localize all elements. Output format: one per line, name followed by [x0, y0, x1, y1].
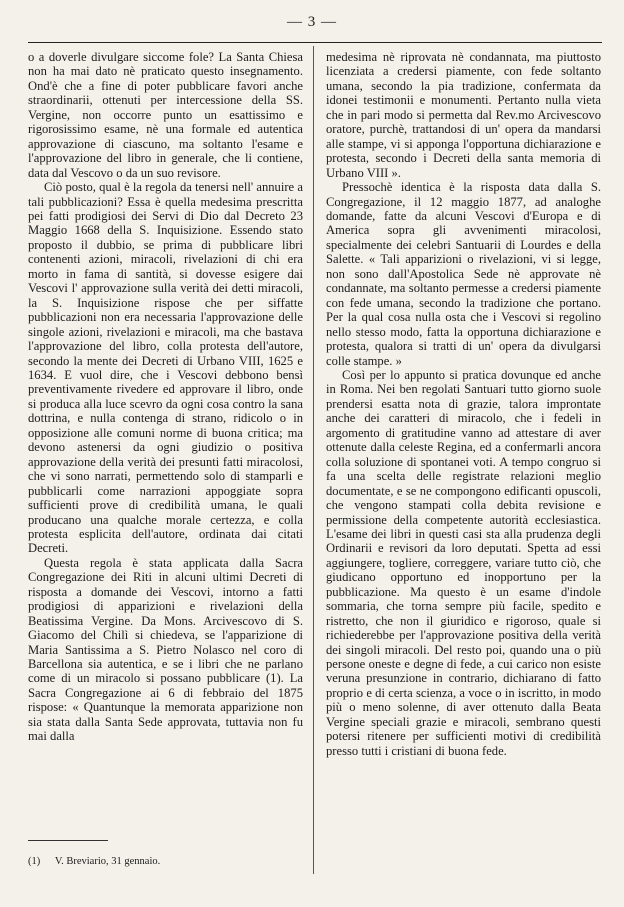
footnote-mark: (1)	[28, 856, 41, 867]
paragraph: Ciò posto, qual è la regola da tenersi nell' annuire a tali pubblicazioni? Essa è quella medesima prescritta pei fatti prodigiosi dei Servi di Dio dal Decreto 23 Maggio 1668 della S. Inquisizione. Essendo stato proposto il dubbio, se prima di pubblicare libri contenenti azioni, miracoli, rivelazioni di chi era morto in fama di santità, si dovesse esigere dai Vescovi l' approvazione sulla verità dei detti miracoli, la S. Inquisizione rispose che per siffatte pubblicazioni non era necessaria l'approvazione delle singole azioni, rivelazioni e miracoli, ma che bastava l'approvazione del libro, colla protesta dell'autore, secondo la mente dei Decreti di Urbano VIII, 1625 e 1634. E vuol dire, che i Vescovi debbono bensì preventivamente rivedere ed approvare il libro, onde si produca alla luce scevro da ogni cosa contro la sana dottrina, e nulla contenga di strano, ridicolo o in opposizione alle comuni norme di buona critica; ma devono astenersi da ogni giudizio o positiva approvazione della verità dei presunti fatti miracolosi, che vi sono narrati, permettendo solo di stamparli e pubblicarli come narrazioni appoggiate sopra sufficienti prove di credibilità umana, le quali producano una qualche morale certezza, e colla protesta esplicita dell'autore, ordinata dai citati Decreti.	[28, 180, 303, 556]
header-rule	[28, 42, 602, 43]
right-column	[326, 50, 601, 758]
paragraph: Pressochè identica è la risposta data dalla S. Congregazione, il 12 maggio 1877, ad analoghe domande, fatte da alcuni Vescovi d'Europa e di America sopra gli avvenimenti miracolosi, specialmente dei celebri Santuarii di Lourdes e della Salette. « Tali apparizioni o rivelazioni, vi si legge, non sono dall'Apostolica Sede nè approvate nè condannate, ma soltanto permesse a credersi piamente con fede umana, secondo la tradizione che portano. Per la qual cosa nulla osta che i Vescovi si regolino nello stesso modo, fatta la opportuna dichiarazione e protesta, qualora si tratti di un' opera da divulgarsi colle stampe. »	[326, 180, 601, 368]
paragraph: Questa regola è stata applicata dalla Sacra Congregazione dei Riti in alcuni ultimi Decreti di risposta a domande dei Vescovi, intorno a fatti prodigiosi di apparizioni e rivelazioni della Beatissima Vergine. Da Mons. Arcivescovo di S. Giacomo del Chilì si chiedeva, se l'apparizione di Maria Santissima a S. Pietro Nolasco nel coro di Barcellona sia autentica, e se i libri che ne parlano come di un miracolo si possano pubblicare (1). La Sacra Congregazione ai 6 di febbraio del 1875 rispose: « Quantunque la memorata apparizione non sia stata dalla Santa Sede approvata, tuttavia non fu mai dalla	[28, 555, 303, 744]
column-divider	[313, 46, 314, 874]
paragraph: o a doverle divulgare siccome fole? La Santa Chiesa non ha mai dato nè praticato questo insegnamento. Ond'è che a fine di poter pubblicare favori anche straordinarii, ottenuti per intercessione della SS. Vergine, non occorre punto un esattissimo e rigorosissimo esame, nè una formale ed autentica approvazione di ciascuno, ma soltanto l'esame e l'approvazione del libro in generale, che li contiene, data dal Vescovo o da un suo revisore.	[28, 50, 303, 180]
page-number: — 3 —	[287, 14, 337, 30]
paragraph: medesima nè riprovata nè condannata, ma piuttosto licenziata a credersi piamente, con fede soltanto umana, secondo la pia tradizione, confermata da idonei testimonii e monumenti. Pertanto nulla vieta che in pari modo si permetta dal Rev.mo Arcivescovo oratore, purchè, trattandosi di un' opera da mandarsi alle stampe, vi si apponga l'opportuna dichiarazione e protesta, secondo i Decreti della santa memoria di Urbano VIII ».	[326, 50, 601, 180]
footnote-rule	[28, 840, 108, 841]
paragraph: Così per lo appunto si pratica dovunque ed anche in Roma. Nei ben regolati Santuari tutto giorno suole prendersi esatta nota di grazie, talora improntate anche dei caratteri di miracolo, che i fedeli in argomento di gratitudine vanno ad attestare di aver ottenute dalla celeste Regina, ed a confermarli ancora colla soluzione di spontanei voti. A tempo congruo si fa una scelta delle registrate relazioni meglio documentate, e se ne compongono edificanti opuscoli, che vengono stampati colla debita revisione e permissione della competente autorità ecclesiastica. L'esame dei libri in questi casi sta alla prudenza degli Ordinarii e revisori da loro deputati. Spetta ad essi aggiungere, togliere, correggere, variare tutto ciò, che giudicano opportuno ed inopportuno per la pubblicazione. Ma questo è un esame d'indole sommaria, che torna sempre più facile, spedito e ristretto, che non il giuridico e rigoroso, quale si richiederebbe per l'approvazione positiva della verità dei singoli miracoli. Del resto poi, quando una o più persone oneste e degne di fede, a cui carico non esiste veruna presunzione in contrario, dichiarano di fatto proprio e di certa scienza, a voce o in iscritto, in modo più o meno solenne, di aver ottenuto dalla Beata Vergine speciali grazie e miracoli, sembrano questi potersi ritenere per sufficienti motivi di credibilità presso tutti i cristiani di buona fede.	[326, 367, 601, 758]
footnote-text: V. Breviario, 31 gennaio.	[54, 856, 161, 867]
footnote	[28, 856, 303, 868]
left-column	[28, 50, 303, 744]
